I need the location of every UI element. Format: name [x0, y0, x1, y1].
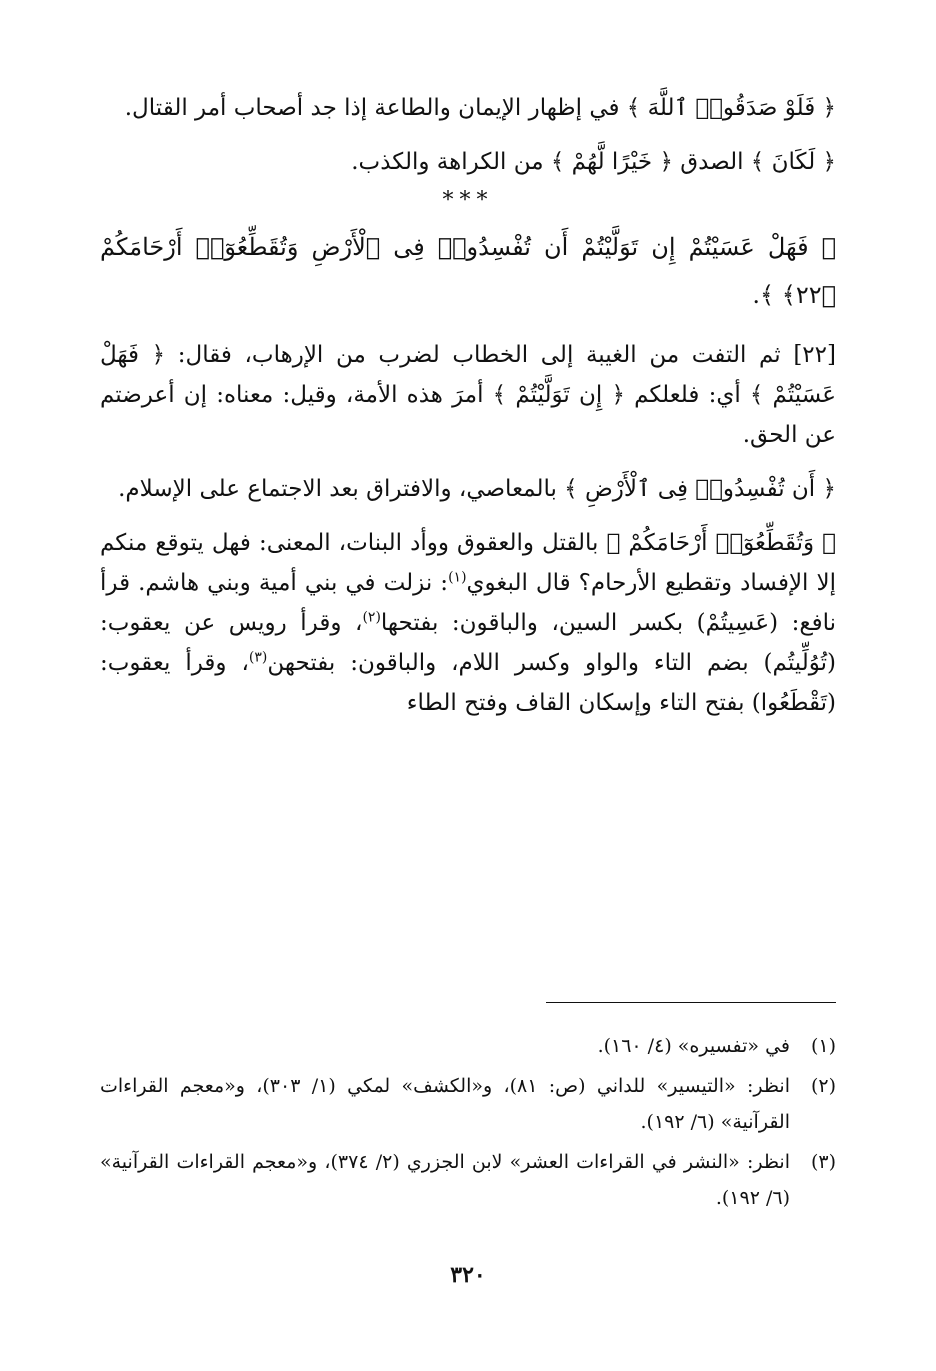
- footnote-number: (١): [810, 1035, 836, 1057]
- footnote: [100, 1068, 836, 1140]
- paragraph-4: ﴿ أَن تُفْسِدُوا۟ فِى ٱلْأَرْضِ ﴾ بالمعاصي، والافتراق بعد الاجتماع على الإسلام.: [118, 476, 836, 502]
- footnote-separator: [546, 1002, 836, 1003]
- section-separator-stars: ***: [442, 188, 494, 213]
- paragraph-5-part-a: ﴿ وَتُقَطِّعُوٓا۟ أَرْحَامَكُمْ ﴾ بالقتل والعقوق ووأد البنات، المعنى: فهل يتوقع منكم إلا الإفساد وتقطيع الأرحام؟ قال البغوي: [100, 530, 836, 596]
- page-number: ٣٢٠: [450, 1262, 486, 1288]
- footnote-ref-3: (٣): [248, 649, 268, 666]
- footnote: [100, 1028, 836, 1064]
- main-text: [100, 88, 836, 737]
- footnote-ref-2: (٢): [362, 609, 381, 626]
- paragraph-5-part-d: ، وقرأ يعقوب: (تَقْطَعُوا) بفتح التاء وإسكان القاف وفتح الطاء: [100, 650, 836, 716]
- footnote-text: انظر: «النشر في القراءات العشر» لابن الجزري (٢/ ٣٧٤)، و«معجم القراءات القرآنية» (٦/ ١٩٢).: [100, 1151, 790, 1209]
- footnote-text: في «تفسيره» (٤/ ١٦٠).: [597, 1035, 790, 1057]
- footnote: [100, 1144, 836, 1216]
- footnote-text: انظر: «التيسير» للداني (ص: ٨١)، و«الكشف» لمكي (١/ ٣٠٣)، و«معجم القراءات القرآنية» (٦/ ١٩٢).: [100, 1075, 790, 1133]
- paragraph-5: [100, 523, 836, 723]
- footnotes: [100, 1028, 836, 1220]
- footnote-number: (٣): [810, 1151, 836, 1173]
- paragraph-5-part-b: : نزلت في بني أمية وبني هاشم. قرأ نافع: (عَسِيتُمْ) بكسر السين، والباقون: بفتحها: [100, 570, 837, 636]
- paragraph-5-part-c: ، وقرأ رويس عن يعقوب: (تُوُلِّيتُم) بضم التاء والواو وكسر اللام، والباقون: بفتحهن: [100, 610, 836, 676]
- paragraph-1: ﴿ فَلَوْ صَدَقُوا۟ ٱللَّهَ ﴾ في إظهار الإيمان والطاعة إذا جد أصحاب أمر القتال.: [124, 95, 836, 121]
- paragraph-3: [٢٢] ثم التفت من الغيبة إلى الخطاب لضرب من الإرهاب، فقال: ﴿ فَهَلْ عَسَيْتُمْ ﴾ أي: فلعلكم ﴿ إِن تَوَلَّيْتُمْ ﴾ أمرَ هذه الأمة، وقيل: معناه: إن أعرضتم عن الحق.: [100, 342, 836, 448]
- footnote-number: (٢): [810, 1075, 836, 1097]
- footnote-ref-1: (١): [448, 569, 467, 586]
- quran-verse: ﴿ فَهَلْ عَسَيْتُمْ إِن تَوَلَّيْتُمْ أَن تُفْسِدُوا۟ فِى ٱلْأَرْضِ وَتُقَطِّعُوٓا۟ أَرْحَامَكُمْ ﴿٢٢﴾ ﴾.: [100, 233, 836, 309]
- paragraph-2: ﴿ لَكَانَ ﴾ الصدق ﴿ خَيْرًا لَّهُمْ ﴾ من الكراهة والكذب.: [351, 149, 836, 175]
